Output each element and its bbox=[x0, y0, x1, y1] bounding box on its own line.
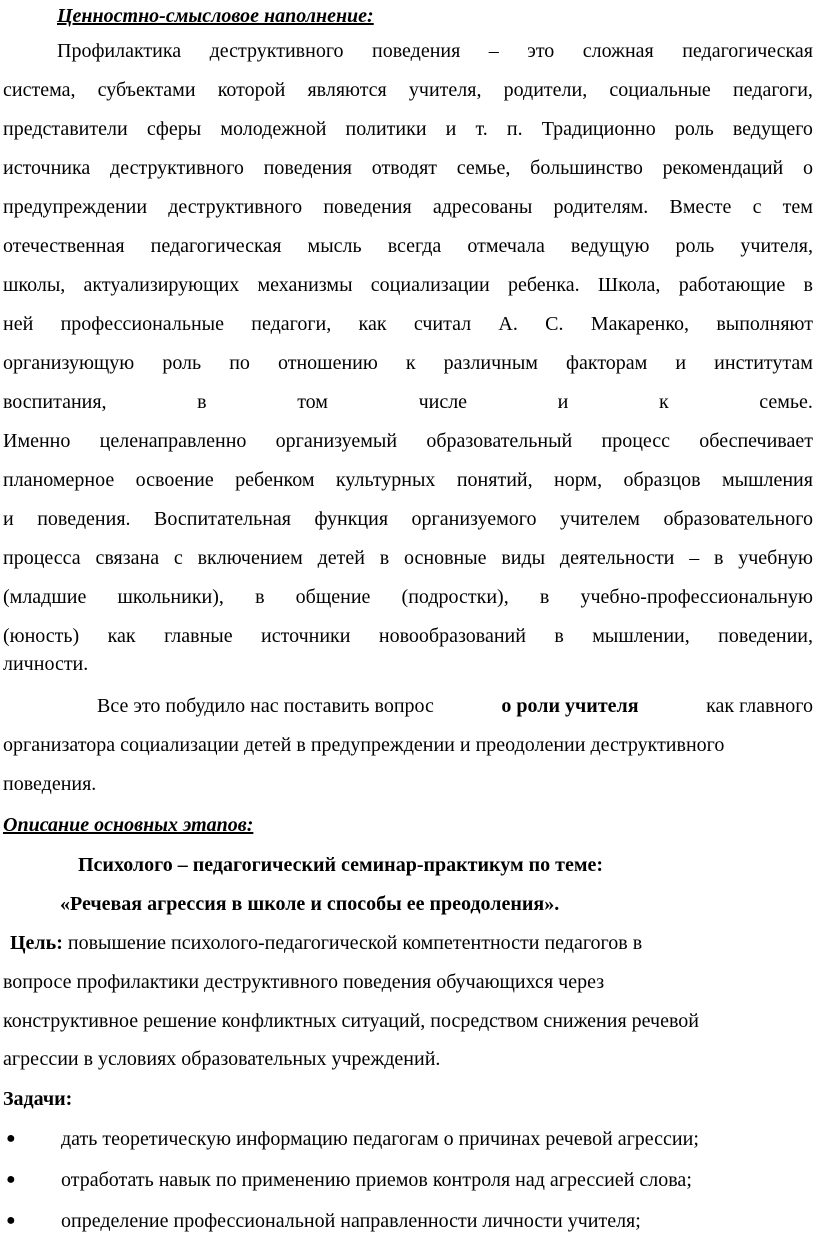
paragraph-teacher-role: Все это побудило нас поставить вопрос о роли учителя как главного bbox=[97, 692, 813, 720]
goal-line2: вопросе профилактики деструктивного поведения обучающихся через bbox=[3, 971, 605, 993]
paragraph-line: отечественная педагогическая мысль всегда отмечала ведущую роль учителя, bbox=[3, 235, 813, 257]
goal-label: Цель: bbox=[10, 932, 63, 954]
goal-line3: конструктивное решение конфликтных ситуаций, посредством снижения речевой bbox=[3, 1010, 699, 1032]
paragraph-line: предупреждении деструктивного поведения адресованы родителям. Вместе с тем bbox=[3, 196, 813, 218]
task-item: ● дать теоретическую информацию педагогам о причинах речевой агрессии; bbox=[3, 1125, 813, 1153]
bullet-icon: ● bbox=[6, 1130, 16, 1147]
paragraph-line: представители сферы молодежной политики и т. п. Традиционно роль ведущего bbox=[3, 118, 813, 140]
paragraph-line: источника деструктивного поведения отводят семье, большинство рекомендаций о bbox=[3, 157, 813, 179]
seminar-title-line1: Психолого – педагогический семинар-практикум по теме: bbox=[78, 854, 603, 876]
emphasis-teacher-role: о роли учителя bbox=[501, 695, 639, 717]
paragraph-line: Именно целенаправленно организуемый образовательный процесс обеспечивает bbox=[3, 430, 813, 452]
paragraph-line: ней профессиональные педагоги, как считал А. С. Макаренко, выполняют bbox=[3, 313, 813, 335]
paragraph-line: школы, актуализирующих механизмы социализации ребенка. Школа, работающие в bbox=[3, 274, 813, 296]
section-heading-values: Ценностно-смысловое наполнение: bbox=[57, 5, 374, 27]
paragraph-teacher-role-line3: поведения. bbox=[3, 773, 97, 795]
goal-line4: агрессии в условиях образовательных учреждений. bbox=[3, 1048, 441, 1070]
paragraph-line: (младшие школьники), в общение (подростки), в учебно-профессиональную bbox=[3, 586, 813, 608]
paragraph-line: система, субъектами которой являются учителя, родители, социальные педагоги, bbox=[3, 79, 813, 101]
paragraph-line: планомерное освоение ребенком культурных понятий, норм, образцов мышления bbox=[3, 469, 813, 491]
section-heading-stages: Описание основных этапов: bbox=[3, 814, 254, 836]
paragraph-line: воспитания, в том числе и к семье. bbox=[3, 391, 813, 413]
paragraph-line: процесса связана с включением детей в основные виды деятельности – в учебную bbox=[3, 547, 813, 569]
bullet-icon: ● bbox=[6, 1171, 16, 1188]
seminar-title-line2: «Речевая агрессия в школе и способы ее преодоления». bbox=[60, 893, 560, 915]
paragraph-last-line: личности. bbox=[3, 653, 89, 675]
bullet-icon: ● bbox=[6, 1212, 16, 1229]
paragraph-line: (юность) как главные источники новообразований в мышлении, поведении, bbox=[3, 625, 813, 647]
task-item: ● отработать навык по применению приемов контроля над агрессией слова; bbox=[3, 1166, 813, 1194]
paragraph-line: Профилактика деструктивного поведения – это сложная педагогическая bbox=[57, 40, 813, 62]
tasks-label: Задачи: bbox=[3, 1088, 73, 1110]
task-item: ● определение профессиональной направленности личности учителя; bbox=[3, 1207, 813, 1235]
paragraph-line: организующую роль по отношению к различным факторам и институтам bbox=[3, 352, 813, 374]
goal-line1: Цель: повышение психолого-педагогической компетентности педагогов в bbox=[10, 932, 643, 954]
paragraph-line: и поведения. Воспитательная функция организуемого учителем образовательного bbox=[3, 508, 813, 530]
paragraph-teacher-role-line2: организатора социализации детей в предупреждении и преодолении деструктивного bbox=[3, 734, 725, 756]
